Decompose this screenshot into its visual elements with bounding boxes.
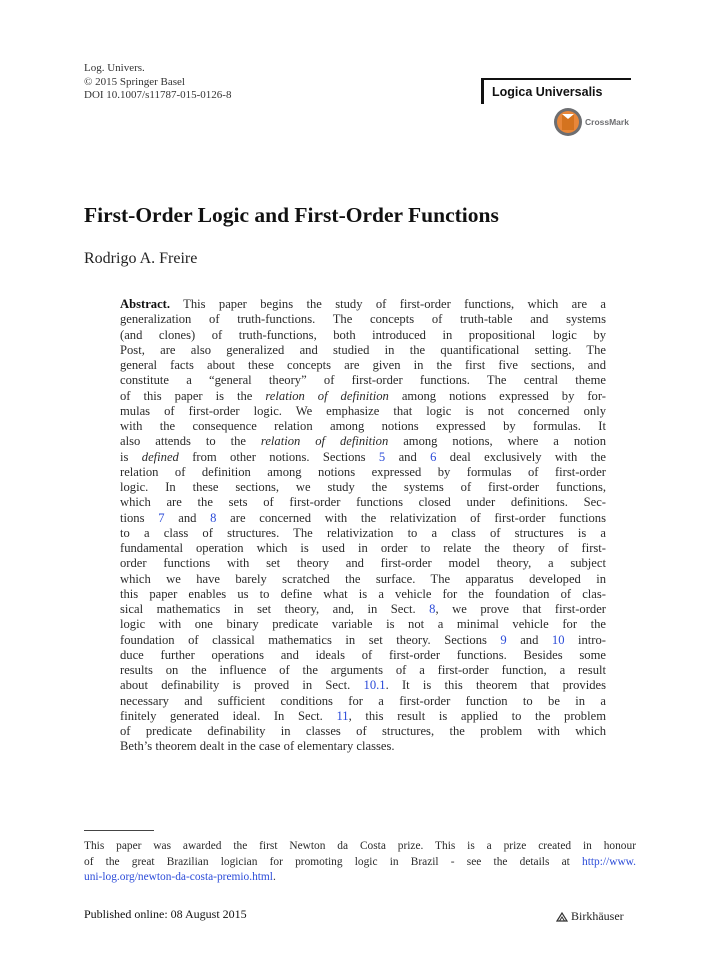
footnote-line: uni-log.org/newton-da-costa-premio.html.	[84, 871, 276, 883]
doi-line: DOI 10.1007/s11787-015-0126-8	[84, 89, 232, 101]
paper-title: First-Order Logic and First-Order Functions	[84, 203, 499, 227]
abstract-line: (and clones) of truth-functions, both introduced in propositional logic by	[120, 327, 606, 342]
abstract-line: logic. In these sections, we study the systems of first-order functions,	[120, 480, 606, 494]
section-ref-link[interactable]: 11	[336, 708, 349, 723]
footnote	[84, 839, 636, 886]
abstract-line: relation of definition among notions expressed by formulas of first-order	[120, 464, 606, 479]
journal-name: Logica Universalis	[492, 85, 603, 99]
abstract-line: which are the sets of first-order functions closed under definitions. Sec-	[120, 495, 606, 510]
abstract-label: Abstract.	[120, 297, 171, 311]
abstract-line: foundation of classical mathematics in set theory. Sections 9 and 10 intro-	[120, 632, 606, 647]
abstract-line: logic with one binary predicate variable is not a minimal vehicle for the	[120, 617, 606, 632]
crossmark-icon	[553, 107, 583, 137]
footnote-rule	[84, 830, 154, 831]
publisher-logo	[556, 909, 624, 924]
prize-link[interactable]: http://www.	[582, 855, 636, 868]
abstract-line: of this paper is the relation of definition among notions expressed by for-	[120, 388, 606, 403]
abstract	[120, 297, 606, 755]
journal-abbreviation: Log. Univers.	[84, 62, 145, 74]
abstract-line: Beth’s theorem dealt in the case of elementary classes.	[120, 739, 395, 754]
emphasis: relation of definition	[265, 388, 389, 403]
section-ref-link[interactable]: 5	[378, 449, 386, 464]
abstract-line: mulas of first-order logic. We emphasize that logic is not concerned only	[120, 403, 606, 418]
section-ref-link[interactable]: 10.1	[363, 678, 386, 693]
section-ref-link[interactable]: 8	[429, 602, 436, 616]
copyright-line: © 2015 Springer Basel	[84, 75, 185, 88]
abstract-line: results on the influence of the arguments of a first-order function, a result	[120, 663, 606, 677]
abstract-line: necessary and sufficient conditions for a first-order function to be in a	[120, 693, 606, 708]
abstract-line: also attends to the relation of definition among notions, where a notion	[120, 434, 606, 449]
abstract-line: with the consequence relation among notions expressed by formulas. It	[120, 419, 606, 433]
journal-name-box	[481, 78, 631, 104]
section-ref-link[interactable]: 6	[430, 449, 437, 464]
abstract-line: finitely generated ideal. In Sect. 11, this result is applied to the problem	[120, 708, 606, 723]
section-ref-link[interactable]: 9	[500, 632, 507, 647]
publisher-name: Birkhäuser	[571, 909, 624, 923]
abstract-line: order functions with set theory and first-order model theory, a subject	[120, 556, 606, 571]
abstract-line: of predicate definability in classes of structures, the problem with which	[120, 724, 606, 738]
abstract-line: Abstract. This paper begins the study of first-order functions, which are a	[120, 297, 606, 311]
article-metadata	[84, 62, 231, 103]
footnote-line: This paper was awarded the first Newton da Costa prize. This is a prize created in honour	[84, 840, 636, 852]
abstract-line: generalization of truth-functions. The concepts of truth-table and systems	[120, 312, 606, 327]
section-ref-link[interactable]: 8	[210, 510, 217, 525]
abstract-line: is defined from other notions. Sections 5 and 6 deal exclusively with the	[120, 449, 606, 464]
published-date: Published online: 08 August 2015	[84, 907, 247, 921]
abstract-line: fundamental operation which is used in order to relate the theory of first-	[120, 541, 606, 555]
author-name: Rodrigo A. Freire	[84, 250, 198, 267]
abstract-line: to a class of structures. The relativization to a class of structures is a	[120, 525, 606, 540]
abstract-line: tions 7 and 8 are concerned with the relativization of first-order functions	[120, 510, 606, 525]
emphasis: relation of definition	[260, 434, 389, 449]
crossmark-label: CrossMark	[585, 117, 629, 127]
abstract-line: general facts about these concepts are given in the first five sections, and	[120, 358, 606, 372]
section-ref-link[interactable]: 7	[158, 510, 165, 525]
abstract-line: which we have barely scratched the surface. The apparatus developed in	[120, 571, 606, 586]
abstract-line: this paper enables us to define what is a vehicle for the foundation of clas-	[120, 586, 606, 601]
emphasis: defined	[141, 449, 179, 464]
abstract-line: about definability is proved in Sect. 10.1. It is this theorem that provides	[120, 678, 606, 693]
abstract-line: Post, are also generalized and studied in the quantificational setting. The	[120, 342, 606, 357]
crossmark-badge[interactable]	[553, 107, 629, 137]
abstract-line: sical mathematics in set theory, and, in Sect. 8, we prove that first-order	[120, 602, 606, 616]
abstract-line: constitute a “general theory” of first-order functions. The central theme	[120, 373, 606, 388]
birkhauser-icon	[556, 911, 568, 923]
section-ref-link[interactable]: 10	[551, 632, 565, 647]
prize-link-continued[interactable]: uni-log.org/newton-da-costa-premio.html	[84, 871, 273, 883]
footnote-line: of the great Brazilian logician for promoting logic in Brazil - see the details at http://www.	[84, 855, 636, 868]
abstract-line: duce further operations and ideals of first-order functions. Besides some	[120, 647, 606, 662]
